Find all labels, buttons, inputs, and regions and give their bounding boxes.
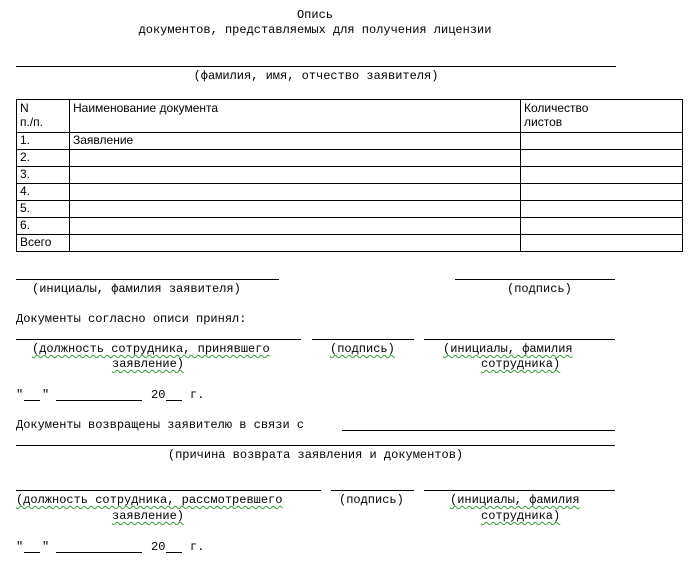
applicant-initials-caption: (инициалы, фамилия заявителя): [32, 282, 241, 296]
document-title: Опись: [296, 8, 333, 22]
row-number-cell: 4.: [17, 184, 70, 201]
documents-table: [16, 99, 683, 252]
returned-initials-line[interactable]: [424, 490, 615, 491]
total-label-cell: Всего: [17, 235, 70, 252]
row-sheets-cell[interactable]: [521, 184, 683, 201]
row-number-cell: 3.: [17, 167, 70, 184]
accepted-signature-line[interactable]: [312, 339, 414, 340]
returned-reason-line-2[interactable]: [16, 445, 615, 446]
row-number-cell: 1.: [17, 133, 70, 150]
accepted-date-quote-close: ": [42, 388, 50, 402]
row-sheets-cell[interactable]: [521, 167, 683, 184]
accepted-date-quote-open: ": [16, 388, 24, 402]
table-header-row: [17, 100, 683, 133]
returned-date-quote-open: ": [16, 540, 24, 554]
table-row: [17, 167, 683, 184]
row-document-cell[interactable]: [70, 184, 521, 201]
header-document-name: Наименование документа: [70, 100, 521, 133]
returned-position-line[interactable]: [16, 490, 321, 491]
table-row: [17, 133, 683, 150]
applicant-name-line[interactable]: [16, 66, 616, 67]
returned-position-caption-1: (должность сотрудника, рассмотревшего: [16, 493, 283, 507]
accepted-label: Документы согласно описи принял:: [16, 312, 247, 326]
row-document-cell[interactable]: Заявление: [70, 133, 521, 150]
row-sheets-cell[interactable]: [521, 218, 683, 235]
table-total-row: [17, 235, 683, 252]
returned-initials-caption-2: сотрудника): [481, 509, 561, 523]
row-document-cell[interactable]: [70, 167, 521, 184]
row-sheets-cell[interactable]: [521, 150, 683, 167]
accepted-date-day-line[interactable]: [24, 400, 40, 401]
accepted-date-year-line[interactable]: [166, 400, 182, 401]
total-document-cell[interactable]: [70, 235, 521, 252]
applicant-signature-line[interactable]: [455, 279, 615, 280]
returned-date-quote-close: ": [42, 540, 50, 554]
accepted-position-caption-2: заявление): [112, 357, 185, 371]
returned-date-month-line[interactable]: [56, 552, 142, 553]
table-row: [17, 201, 683, 218]
returned-date-year-prefix: 20: [151, 540, 166, 554]
returned-label: [16, 419, 304, 431]
accepted-date-suffix: г.: [190, 388, 205, 402]
accepted-date-month-line[interactable]: [56, 400, 142, 401]
row-sheets-cell[interactable]: [521, 133, 683, 150]
table-row: [17, 150, 683, 167]
row-number-cell: 2.: [17, 150, 70, 167]
row-document-cell[interactable]: [70, 201, 521, 218]
returned-reason-caption: (причина возврата заявления и документов): [167, 448, 464, 462]
row-document-cell[interactable]: [70, 218, 521, 235]
returned-reason-line-1[interactable]: [342, 430, 615, 431]
returned-signature-line[interactable]: [331, 490, 414, 491]
accepted-position-caption-1: (должность сотрудника, принявшего: [32, 342, 270, 356]
row-number-cell: 6.: [17, 218, 70, 235]
returned-position-caption-2: заявление): [112, 509, 185, 523]
table-row: [17, 184, 683, 201]
accepted-initials-caption-2: сотрудника): [481, 357, 561, 371]
returned-signature-caption: (подпись): [339, 493, 404, 507]
returned-initials-caption-1: (инициалы, фамилия: [450, 493, 580, 507]
accepted-initials-line[interactable]: [424, 339, 615, 340]
returned-date-day-line[interactable]: [24, 552, 40, 553]
row-number-cell: 5.: [17, 201, 70, 218]
applicant-initials-line[interactable]: [16, 279, 279, 280]
returned-date-year-line[interactable]: [166, 552, 182, 553]
applicant-name-caption: (фамилия, имя, отчество заявителя): [193, 69, 439, 83]
accepted-date-year-prefix: 20: [151, 388, 166, 402]
table-row: [17, 218, 683, 235]
accepted-signature-caption: (подпись): [330, 342, 395, 356]
applicant-signature-caption: (подпись): [507, 282, 572, 296]
header-number: N п./п.: [17, 100, 70, 133]
total-sheets-cell[interactable]: [521, 235, 683, 252]
returned-date-suffix: г.: [190, 540, 205, 554]
accepted-position-line[interactable]: [16, 339, 301, 340]
header-sheet-count: Количество листов: [521, 100, 683, 133]
row-sheets-cell[interactable]: [521, 201, 683, 218]
document-subtitle: документов, представляемых для получения лицензии: [138, 23, 492, 37]
accepted-initials-caption-1: (инициалы, фамилия: [443, 342, 573, 356]
returned-label-text: Документы возвращены заявителю в связи с: [16, 418, 305, 432]
row-document-cell[interactable]: [70, 150, 521, 167]
